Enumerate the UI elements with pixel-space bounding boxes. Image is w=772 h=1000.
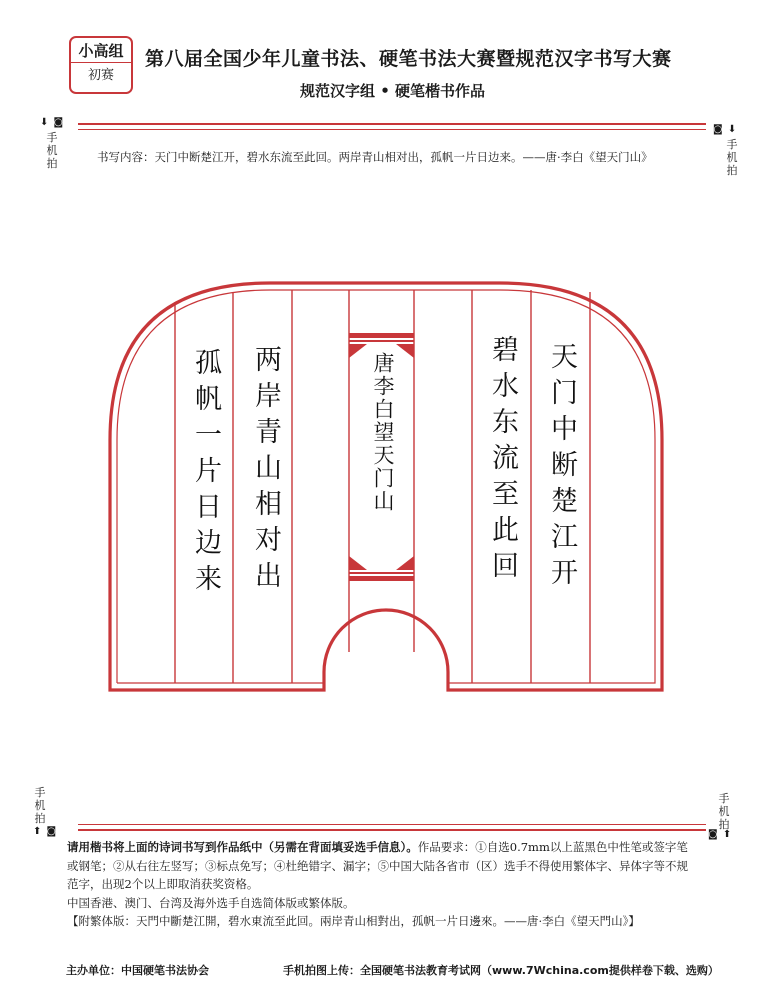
artwork-column-4: 两岸青山相对出 — [250, 345, 281, 597]
bottom-rule — [78, 829, 706, 831]
requirements-lead: 请用楷书将上面的诗词书写到作品纸中（另需在背面填妥选手信息）。 — [67, 840, 418, 854]
bottom-rule-thin — [78, 824, 706, 825]
organizer: 主办单位：中国硬笔书法协会 — [66, 964, 209, 977]
poem-label: 书写内容： — [97, 150, 155, 164]
artwork-column-5: 孤帆一片日边来 — [190, 348, 221, 600]
camera-icon: ⬆ ◙ — [33, 826, 58, 837]
poem-text: 天门中断楚江开，碧水东流至此回。两岸青山相对出，孤帆一片日边来。——唐·李白《望天门山》 — [154, 150, 653, 164]
page-title: 第八届全国少年儿童书法、硬笔书法大赛暨规范汉字书写大赛 — [145, 48, 672, 70]
group-label: 小高组 — [71, 38, 131, 63]
phone-shoot-label: 手机拍 — [34, 786, 46, 825]
requirements-note: 中国香港、澳门、台湾及海外选手自选简体版或繁体版。 — [67, 895, 355, 910]
artwork-column-3-title: 唐李白望天门山 — [371, 352, 395, 513]
requirements-block — [67, 838, 697, 931]
phone-shoot-label: 手机拍 — [726, 138, 738, 177]
camera-icon: ◙ ⬆ — [708, 829, 733, 840]
upload-info: 手机拍图上传：全国硬笔书法教育考试网（www.7Wchina.com提供样卷下载、选购） — [283, 964, 719, 977]
round-label: 初赛 — [87, 68, 114, 83]
camera-icon: ◙ ⬇ — [713, 124, 738, 135]
artwork-column-1: 天门中断楚江开 — [546, 342, 577, 594]
phone-shoot-label: 手机拍 — [46, 131, 58, 170]
traditional-version: 【附繁体版：天門中斷楚江開，碧水東流至此回。兩岸青山相對出，孤帆一片日邊來。——唐·李白《望天門山》】 — [67, 914, 640, 928]
artwork-column-2: 碧水东流至此回 — [487, 335, 518, 587]
page-subtitle: 规范汉字组 • 硬笔楷书作品 — [300, 82, 486, 100]
camera-icon: ⬇ ◙ — [40, 117, 65, 128]
requirements-rules: 作品要求：①自选0.7mm以上蓝黑色中性笔或签字笔或钢笔；②从右往左竖写；③标点免写；④杜绝错字、漏字；⑤中国大陆各省市（区）选手不得使用繁体字、异体字等不规范字，出现2个以上即取消获奖资格。 — [67, 840, 688, 891]
phone-shoot-label: 手机拍 — [718, 792, 730, 831]
